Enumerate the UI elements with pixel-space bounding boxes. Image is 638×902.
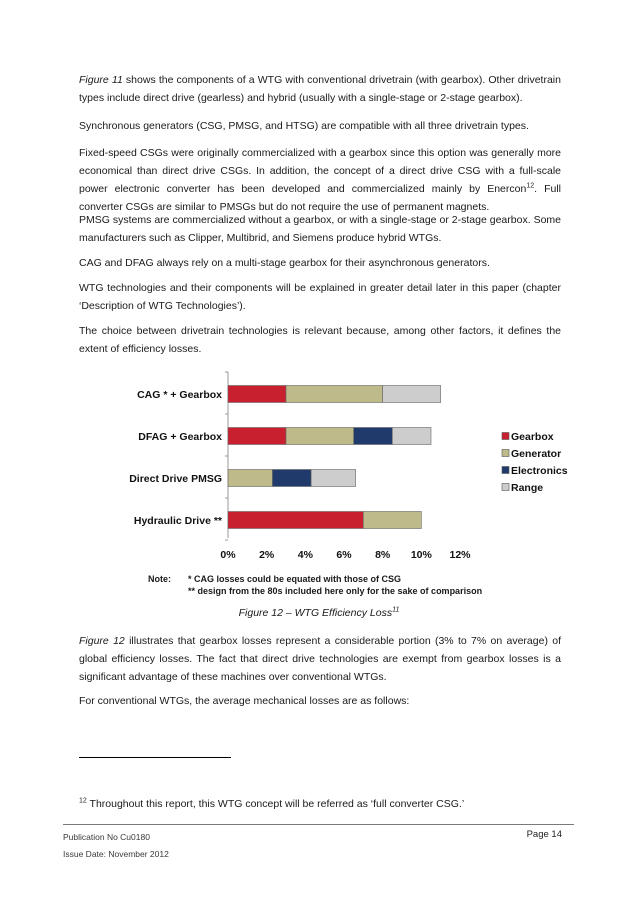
x-tick-label: 12% <box>449 549 471 561</box>
legend-label-gearbox: Gearbox <box>511 431 554 443</box>
bar-segment-generator <box>228 470 272 487</box>
paragraph-text: . Full converter CSGs are similar to PMSGs but do not require the use of permanent magnets. <box>79 183 561 213</box>
footnote-marker: 12 <box>526 182 535 190</box>
legend-swatch-range <box>502 484 509 491</box>
paragraph-text: The choice between drivetrain technologies is relevant because, among other factors, it defines the extent of efficiency losses. <box>79 325 561 355</box>
chart-legend <box>502 431 568 494</box>
bar-segment-generator <box>363 512 421 529</box>
x-tick-label: 10% <box>410 549 432 561</box>
chart-axis <box>225 372 228 540</box>
bar-segment-electronics <box>272 470 311 487</box>
footer-divider <box>63 824 574 825</box>
issue-date: Issue Date: November 2012 <box>63 849 169 859</box>
note-line-2: ** design from the 80s included here only for the sake of comparison <box>188 586 483 596</box>
paragraph-text: PMSG systems are commercialized without a gearbox, or with a single-stage or 2-stage gearbox. Some manufacturers such as Clipper, Multibrid, and Siemens produce hybrid WTGs. <box>79 214 561 244</box>
legend-swatch-gearbox <box>502 433 509 440</box>
x-tick-label: 4% <box>297 549 313 561</box>
paragraph-pmsg-systems <box>79 211 561 247</box>
paragraph-synchronous-generators <box>79 117 561 135</box>
x-tick-label: 8% <box>375 549 391 561</box>
legend-swatch-electronics <box>502 467 509 474</box>
paragraph-figure12 <box>79 632 561 686</box>
footer-publication-info <box>63 829 169 863</box>
chart-category-labels <box>129 389 223 527</box>
category-label: CAG * + Gearbox <box>137 389 222 401</box>
x-tick-label: 6% <box>336 549 352 561</box>
paragraph-text: CAG and DFAG always rely on a multi-stage gearbox for their asynchronous generators. <box>79 257 490 269</box>
figure-12-reference: Figure 12 <box>79 635 125 647</box>
legend-label-range: Range <box>511 482 544 494</box>
paragraph-text: WTG technologies and their components will be explained in greater detail later in this paper (chapter ‘Description of WTG Technologies’). <box>79 282 561 312</box>
bar-segment-range <box>311 470 355 487</box>
bar-segment-electronics <box>354 428 393 445</box>
note-line-1: * CAG losses could be equated with those of CSG <box>188 574 402 584</box>
bar-segment-generator <box>286 428 354 445</box>
publication-number: Publication No Cu0180 <box>63 832 150 842</box>
paragraph-figure11 <box>79 71 561 107</box>
paragraph-mechanical-losses <box>79 692 561 710</box>
footnote-number: 12 <box>79 797 87 805</box>
caption-footnote-marker: 11 <box>392 606 400 614</box>
x-tick-label: 2% <box>259 549 275 561</box>
category-label: Direct Drive PMSG <box>129 473 222 485</box>
category-label: Hydraulic Drive ** <box>133 515 222 527</box>
caption-text: Figure 12 – WTG Efficiency Loss <box>238 607 393 619</box>
bar-segment-generator <box>286 386 383 403</box>
legend-label-electronics: Electronics <box>511 465 568 477</box>
bar-segment-range <box>383 386 441 403</box>
figure-11-reference: Figure 11 <box>79 74 123 86</box>
legend-swatch-generator <box>502 450 509 457</box>
paragraph-wtg-technologies <box>79 279 561 315</box>
note-label: Note: <box>148 574 171 584</box>
paragraph-fixed-speed-csgs <box>79 144 561 216</box>
x-tick-label: 0% <box>220 549 236 561</box>
efficiency-loss-chart <box>118 362 578 572</box>
paragraph-drivetrain-choice <box>79 322 561 358</box>
paragraph-text: shows the components of a WTG with conventional drivetrain (with gearbox). Other drivetrain types include direct drive (gearless) and hybrid (usually with a single-stage or 2-stage gearbox). <box>79 74 561 104</box>
legend-label-generator: Generator <box>511 448 562 460</box>
bar-segment-range <box>392 428 431 445</box>
paragraph-cag-dfag <box>79 254 561 272</box>
paragraph-text: For conventional WTGs, the average mechanical losses are as follows: <box>79 695 410 707</box>
footnote-divider <box>79 757 231 758</box>
page-number: Page 14 <box>526 829 562 840</box>
paragraph-text: Synchronous generators (CSG, PMSG, and HTSG) are compatible with all three drivetrain types. <box>79 120 529 132</box>
bar-segment-gearbox <box>228 428 286 445</box>
bar-segment-gearbox <box>228 386 286 403</box>
paragraph-text: Fixed-speed CSGs were originally commercialized with a gearbox since this option was generally more economical than direct drive CSGs. In addition, the concept of a direct drive CSG with a full-scale power electronic converter has been developed and commercialized mainly by Enercon <box>79 147 561 195</box>
footnote-text: Throughout this report, this WTG concept will be referred as ‘full converter CSG.’ <box>86 798 465 810</box>
paragraph-text: illustrates that gearbox losses represent a considerable portion (3% to 7% on average) of global efficiency losses. The fact that direct drive technologies are exempt from gearbox losses is a significant advantage of these machines over conventional WTGs. <box>79 635 562 683</box>
chart-bars <box>228 386 441 529</box>
category-label: DFAG + Gearbox <box>138 431 222 443</box>
figure-caption <box>0 607 638 619</box>
footnote <box>79 798 464 810</box>
bar-segment-gearbox <box>228 512 363 529</box>
chart-tick-labels <box>220 549 471 561</box>
